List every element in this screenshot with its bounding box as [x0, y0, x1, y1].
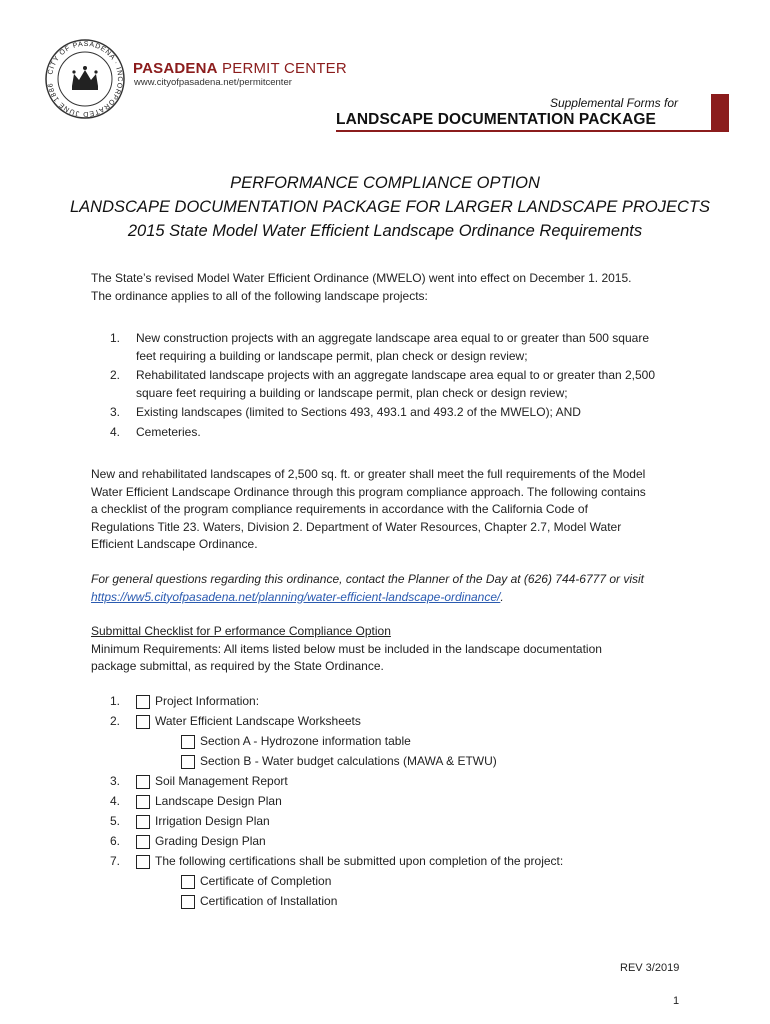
checkbox[interactable]	[136, 815, 150, 829]
checkbox[interactable]	[136, 795, 150, 809]
header-rule	[336, 130, 729, 132]
list-item-continuation: feet requiring a building or landscape permit, plan check or design review;	[136, 348, 528, 363]
project-list	[100, 330, 700, 443]
checklist-subitem-section-b: Section B - Water budget calculations (MAWA & ETWU)	[100, 752, 720, 772]
list-item: 3. Existing landscapes (limited to Sections 493, 493.1 and 493.2 of the MWELO); AND	[109, 405, 581, 419]
checklist-item-project-information: 1. Project Information:	[109, 694, 260, 709]
title-line-3: 2015 State Model Water Efficient Landscape Ordinance Requirements	[127, 222, 643, 240]
revision-label: REV 3/2019	[620, 962, 680, 974]
title-line-2: LANDSCAPE DOCUMENTATION PACKAGE FOR LARGER LANDSCAPE PROJECTS	[70, 198, 710, 216]
checkbox[interactable]	[136, 715, 150, 729]
checklist-heading: Submittal Checklist for P erformance Compliance Option	[91, 624, 391, 638]
package-title: LANDSCAPE DOCUMENTATION PACKAGE	[336, 111, 656, 128]
checklist	[100, 692, 720, 912]
title-line-1: PERFORMANCE COMPLIANCE OPTION	[230, 174, 540, 192]
list-item: 4. Cemeteries.	[109, 424, 201, 439]
checklist-item-certifications: 7. The following certifications shall be submitted upon completion of the project:	[109, 854, 564, 869]
checklist-subitem-certification-installation: Certification of Installation	[100, 892, 720, 912]
checklist-item-worksheets: 2. Water Efficient Landscape Worksheets	[109, 714, 361, 729]
svg-text:CITY OF PASADENA · INCORPORATE: CITY OF PASADENA · INCORPORATED JUNE 1886	[47, 40, 124, 118]
checklist-subitem-section-a: Section A - Hydrozone information table	[100, 732, 720, 752]
supplemental-forms-label: Supplemental Forms for	[549, 96, 678, 110]
checklist-item-soil-report: 3. Soil Management Report	[109, 774, 288, 789]
checkbox[interactable]	[136, 855, 150, 869]
checklist-item-irrigation-plan: 5. Irrigation Design Plan	[109, 814, 270, 829]
list-item: 2. Rehabilitated landscape projects with an aggregate landscape area equal to or greater than 2,500	[109, 368, 656, 382]
city-seal-logo	[44, 38, 126, 120]
checkbox[interactable]	[181, 895, 195, 909]
ordinance-link[interactable]: https://ww5.cityofpasadena.net/planning/water-efficient-landscape-ordinance/	[91, 589, 501, 604]
brand-name: PASADENA PERMIT CENTER	[133, 60, 347, 77]
checkbox[interactable]	[181, 755, 195, 769]
compliance-paragraph: New and rehabilitated landscapes of 2,500 sq. ft. or greater shall meet the full requirements of the Model Water Efficient Landscape Ordinance through this program compliance approach. The following contains a checklist of the program compliance requirements in accordance with the California Code of Regulations Title 23. Waters, Division 2. Department of Water Resources, Chapter 2.7, Model Water Efficient Landscape Ordinance.	[91, 467, 646, 551]
checkbox[interactable]	[136, 775, 150, 789]
checkbox[interactable]	[181, 735, 195, 749]
list-item-continuation: square feet requiring a building or landscape permit, plan check or design review;	[136, 385, 568, 400]
checkbox[interactable]	[136, 695, 150, 709]
contact-paragraph: For general questions regarding this ordinance, contact the Planner of the Day at (626) 744-6777 or visit https://ww5.cityofpasadena.net/planning/water-efficient-landscape-ordinance/.	[91, 572, 644, 604]
checkbox[interactable]	[136, 835, 150, 849]
checkbox[interactable]	[181, 875, 195, 889]
checklist-intro: Submittal Checklist for P erformance Compliance Option Minimum Requirements: All items listed below must be included in the landscape documentation package submittal, as required by the State Ordinance.	[91, 623, 701, 676]
header-accent-bar	[711, 94, 729, 132]
intro-paragraph: The State’s revised Model Water Efficient Ordinance (MWELO) went into effect on December 1. 2015. The ordinance applies to all of the following landscape projects:	[91, 271, 632, 303]
checklist-item-grading-plan: 6. Grading Design Plan	[109, 834, 266, 849]
checklist-item-landscape-plan: 4. Landscape Design Plan	[109, 794, 282, 809]
list-item: 1. New construction projects with an aggregate landscape area equal to or greater than 500 square	[109, 331, 649, 345]
page-number: 1	[673, 995, 680, 1007]
checklist-subitem-certificate-completion: Certificate of Completion	[100, 872, 720, 892]
brand-url: www.cityofpasadena.net/permitcenter	[134, 77, 292, 88]
